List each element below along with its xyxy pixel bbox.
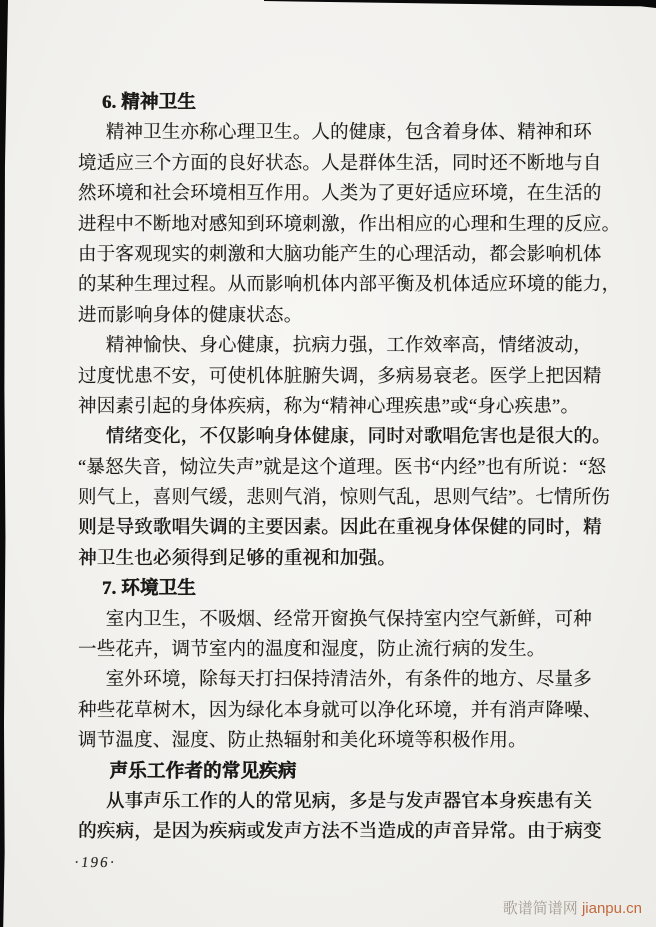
text-line: 则是导致歌唱失调的主要因素。因此在重视身体保健的同时，精 (78, 518, 602, 539)
watermark (503, 897, 642, 918)
page-number: ·196· (72, 855, 118, 871)
text-line: 调节温度、湿度、防止热辐射和美化环境等积极作用。 (78, 731, 527, 752)
scan-edge-top-wedge (264, 0, 656, 8)
text-line: 境适应三个方面的良好状态。人是群体生活，同时还不断地与自 (78, 153, 602, 174)
section-heading: 7. 环境卫生 (102, 579, 196, 600)
text-line: 室外环境，除每天打扫保持清洁外，有条件的地方、尽量多 (105, 670, 592, 691)
text-line: 神卫生也必须得到足够的重视和加强。 (78, 548, 396, 569)
text-line: 则气上，喜则气缓，悲则气消，惊则气乱，思则气结”。七情所伤 (78, 488, 611, 509)
text-line: 然环境和社会环境相互作用。人类为了更好适应环境，在生活的 (78, 184, 602, 205)
text-block (78, 88, 621, 848)
text-line: 神因素引起的身体疾病，称为“精神心理疾患”或“身心疾患”。 (78, 396, 580, 417)
text-line: 从事声乐工作的人的常见病，多是与发声器官本身疾患有关 (105, 791, 592, 812)
text-line: 进程中不断地对感知到环境刺激，作出相应的心理和生理的反应。 (78, 214, 621, 235)
section-heading: 6. 精神卫生 (102, 93, 196, 113)
text-line: 室内卫生，不吸烟、经常开窗换气保持室内空气新鲜，可种 (105, 609, 592, 630)
text-line: 种些花草树木，因为绿化本身就可以净化环境，并有消声降噪、 (78, 700, 602, 721)
scan-edge-left-bar (0, 0, 8, 927)
text-line: 一些花卉，调节室内的温度和湿度，防止流行病的发生。 (78, 640, 546, 661)
text-line: 精神卫生亦称心理卫生。人的健康，包含着身体、精神和环 (105, 123, 592, 144)
text-line: 进而影响身体的健康状态。 (78, 305, 303, 326)
section-heading: 声乐工作者的常见疾病 (109, 761, 297, 782)
watermark-site-url: jianpu.cn (581, 900, 642, 917)
watermark-site-name: 歌谱简谱网 (502, 900, 578, 917)
text-line: 的疾病，是因为疾病或发声方法不当造成的声音异常。由于病变 (78, 822, 602, 843)
text-line: 精神愉快、身心健康，抗病力强，工作效率高，情绪波动， (105, 336, 592, 357)
text-line: 的某种生理过程。从而影响机体内部平衡及机体适应环境的能力， (78, 275, 621, 296)
text-line: 过度忧患不安，可使机体脏腑失调，多病易衰老。医学上把因精 (78, 366, 602, 387)
text-line: 由于客观现实的刺激和大脑功能产生的心理活动，都会影响机体 (78, 244, 602, 265)
text-line: “暴怒失音，恸泣失声”就是这个道理。医书“内经”也有所说：“怒 (78, 457, 607, 478)
text-line: 情绪变化，不仅影响身体健康，同时对歌唱危害也是很大的。 (105, 427, 611, 448)
